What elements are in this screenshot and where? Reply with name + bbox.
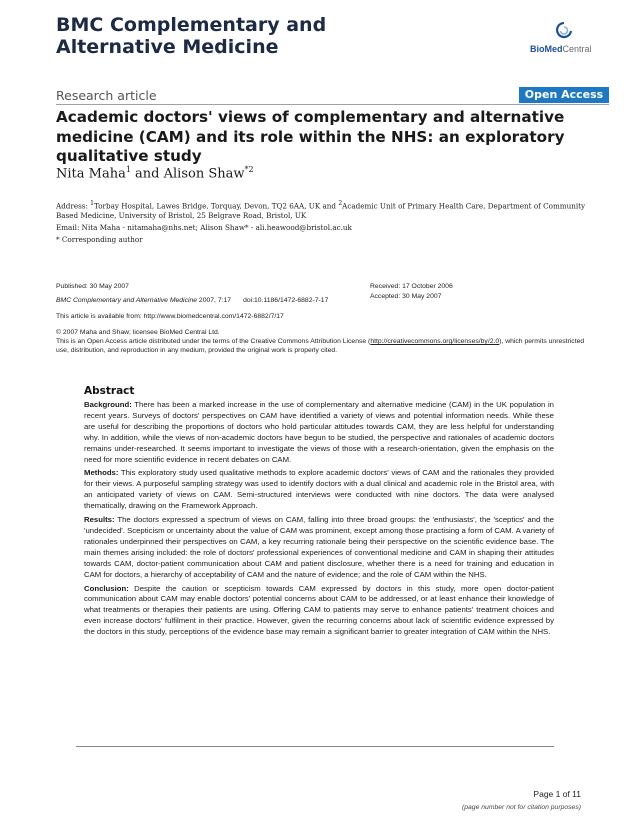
author-emails: Email: Nita Maha - nitamaha@nhs.net; Alison Shaw* - ali.heawood@bristol.ac.uk — [56, 223, 352, 232]
author-address — [56, 199, 586, 220]
corresponding-author-note: * Corresponding author — [56, 235, 143, 244]
license-text: This is an Open Access article distributed under the terms of the Creative Commons Attribution License ( — [56, 338, 371, 345]
license-text: ), which permits unrestricted use, distribution, and reproduction in any medium, provided the original work is properly cited. — [56, 338, 585, 354]
abstract-conclusion — [84, 584, 554, 639]
license-link[interactable]: http://creativecommons.org/licenses/by/2.0 — [370, 338, 500, 345]
publisher-name — [530, 44, 592, 54]
journal-title-line-2: Alternative Medicine — [56, 36, 279, 58]
open-access-badge: Open Access — [519, 87, 609, 103]
doi: doi:10.1186/1472-6882-7-17 — [243, 297, 329, 304]
author-name: Alison Shaw — [163, 166, 245, 182]
section-label: Methods: — [84, 468, 119, 478]
copyright-notice: © 2007 Maha and Shaw; licensee BioMed Central Ltd. — [56, 329, 220, 336]
address-marker: 2 — [338, 200, 343, 207]
article-type: Research article — [56, 88, 157, 103]
abstract-heading: Abstract — [84, 385, 135, 397]
author-name: Nita Maha — [56, 166, 126, 182]
journal-title — [56, 14, 326, 58]
page-number-note: (page number not for citation purposes) — [461, 804, 581, 811]
author-affiliation-marker: 1 — [125, 165, 131, 174]
address-text: Academic Unit of Primary Health Care, Department of Community Based Medicine, University of Bristol, 25 Belgrave Road, Bristol, UK — [56, 201, 586, 220]
section-label: Conclusion: — [84, 583, 129, 593]
abstract-box — [76, 385, 554, 747]
header-divider — [56, 104, 609, 105]
publisher-name-central: Central — [562, 44, 592, 54]
address-marker: 1 — [90, 200, 94, 207]
abstract-results — [84, 515, 554, 580]
author-separator: and — [130, 166, 164, 182]
abstract-methods — [84, 468, 554, 512]
article-title: Academic doctors' views of complementary and alternative medicine (CAM) and its role within the NHS: an exploratory qualitative study — [56, 108, 565, 165]
section-text: There has been a marked increase in the use of complementary and alternative medicine (CAM) in the UK population in recent years. Surveys of doctors' perspectives on CAM have identified a variety of views and potential information needs. While these are useful for describing the proportions of doctors who hold particular attitudes towards CAM, they are less helpful for understanding why. In addition, while the views of non-academic doctors have begun to be studied, the perspective and rationales of academic doctors remains under-researched. It seems important to investigate the views of those with a research-orientation, given the emphasis on the need for more scientific evidence in recent debates on CAM. — [84, 400, 554, 464]
biomed-central-logo-icon — [556, 22, 572, 40]
page-number: Page 1 of 11 — [533, 789, 581, 799]
address-text: Torbay Hospital, Lawes Bridge, Torquay, Devon, TQ2 6AA, UK and — [94, 201, 339, 211]
accepted-date: Accepted: 30 May 2007 — [370, 293, 442, 300]
citation — [56, 296, 328, 305]
section-text: The doctors expressed a spectrum of views on CAM, falling into three broad groups: the 'enthusiasts', the 'sceptics' and the 'undecided'. Scepticism or uncertainty about the value of CAM was prominent, except among those practising a form of CAM. A variety of rationales underpinned their perspectives on CAM, a key recurring rationale being their perspective on the scientific evidence base. The main themes arising included: the role of doctors' professional experiences of conventional medicine and CAM in shaping their attitudes towards CAM, doctor-patient communication about CAM and patient disclosure, whether there is a need for training and education in CAM for doctors, a hierarchy of acceptability of CAM and the nature of evidence; and the role of CAM within the NHS. — [84, 515, 554, 579]
section-label: Background: — [84, 400, 132, 409]
article-url: This article is available from: http://www.biomedcentral.com/1472-6882/7/17 — [56, 313, 284, 320]
journal-title-line-1: BMC Complementary and — [56, 14, 327, 36]
published-date: Published: 30 May 2007 — [56, 283, 129, 290]
section-text: This exploratory study used qualitative methods to explore academic doctors' views of CAM and the rationales they provided for their views. A purposeful sampling strategy was used to identify doctors with a dual clinical and academic role in the Bristol area, with an anticipated variety of views on CAM. Semi-structured interviews were conducted with nine doctors. The data were analysed thematically, drawing on the Framework Approach. — [84, 468, 554, 511]
author-affiliation-marker: *2 — [244, 165, 254, 174]
abstract-background — [84, 400, 554, 465]
citation-journal: BMC Complementary and Alternative Medicine — [56, 297, 198, 304]
author-list — [56, 165, 254, 181]
section-label: Results: — [84, 515, 115, 525]
received-date: Received: 17 October 2006 — [370, 283, 453, 290]
section-text: Despite the caution or scepticism towards CAM expressed by doctors in this study, more open doctor-patient communication about CAM may enable doctors' potential concerns about CAM to be addressed, or at least enhance their knowledge of what treatments or therapies their patients are using. Offering CAM to patients may serve to enhance patients' treatment choices and even increase doctors' fulfilment in their practice. However, given the recurring concerns about lack of scientific evidence expressed by the doctors in this study, perceptions of the evidence base may remain a significant barrier to greater integration of CAM within the NHS. — [84, 583, 554, 637]
publisher-name-bio: BioMed — [530, 44, 563, 54]
citation-volume: 2007, 7:17 — [197, 297, 232, 304]
address-label: Address: — [56, 201, 91, 211]
publisher-logo — [530, 22, 602, 58]
license-notice — [56, 337, 586, 355]
